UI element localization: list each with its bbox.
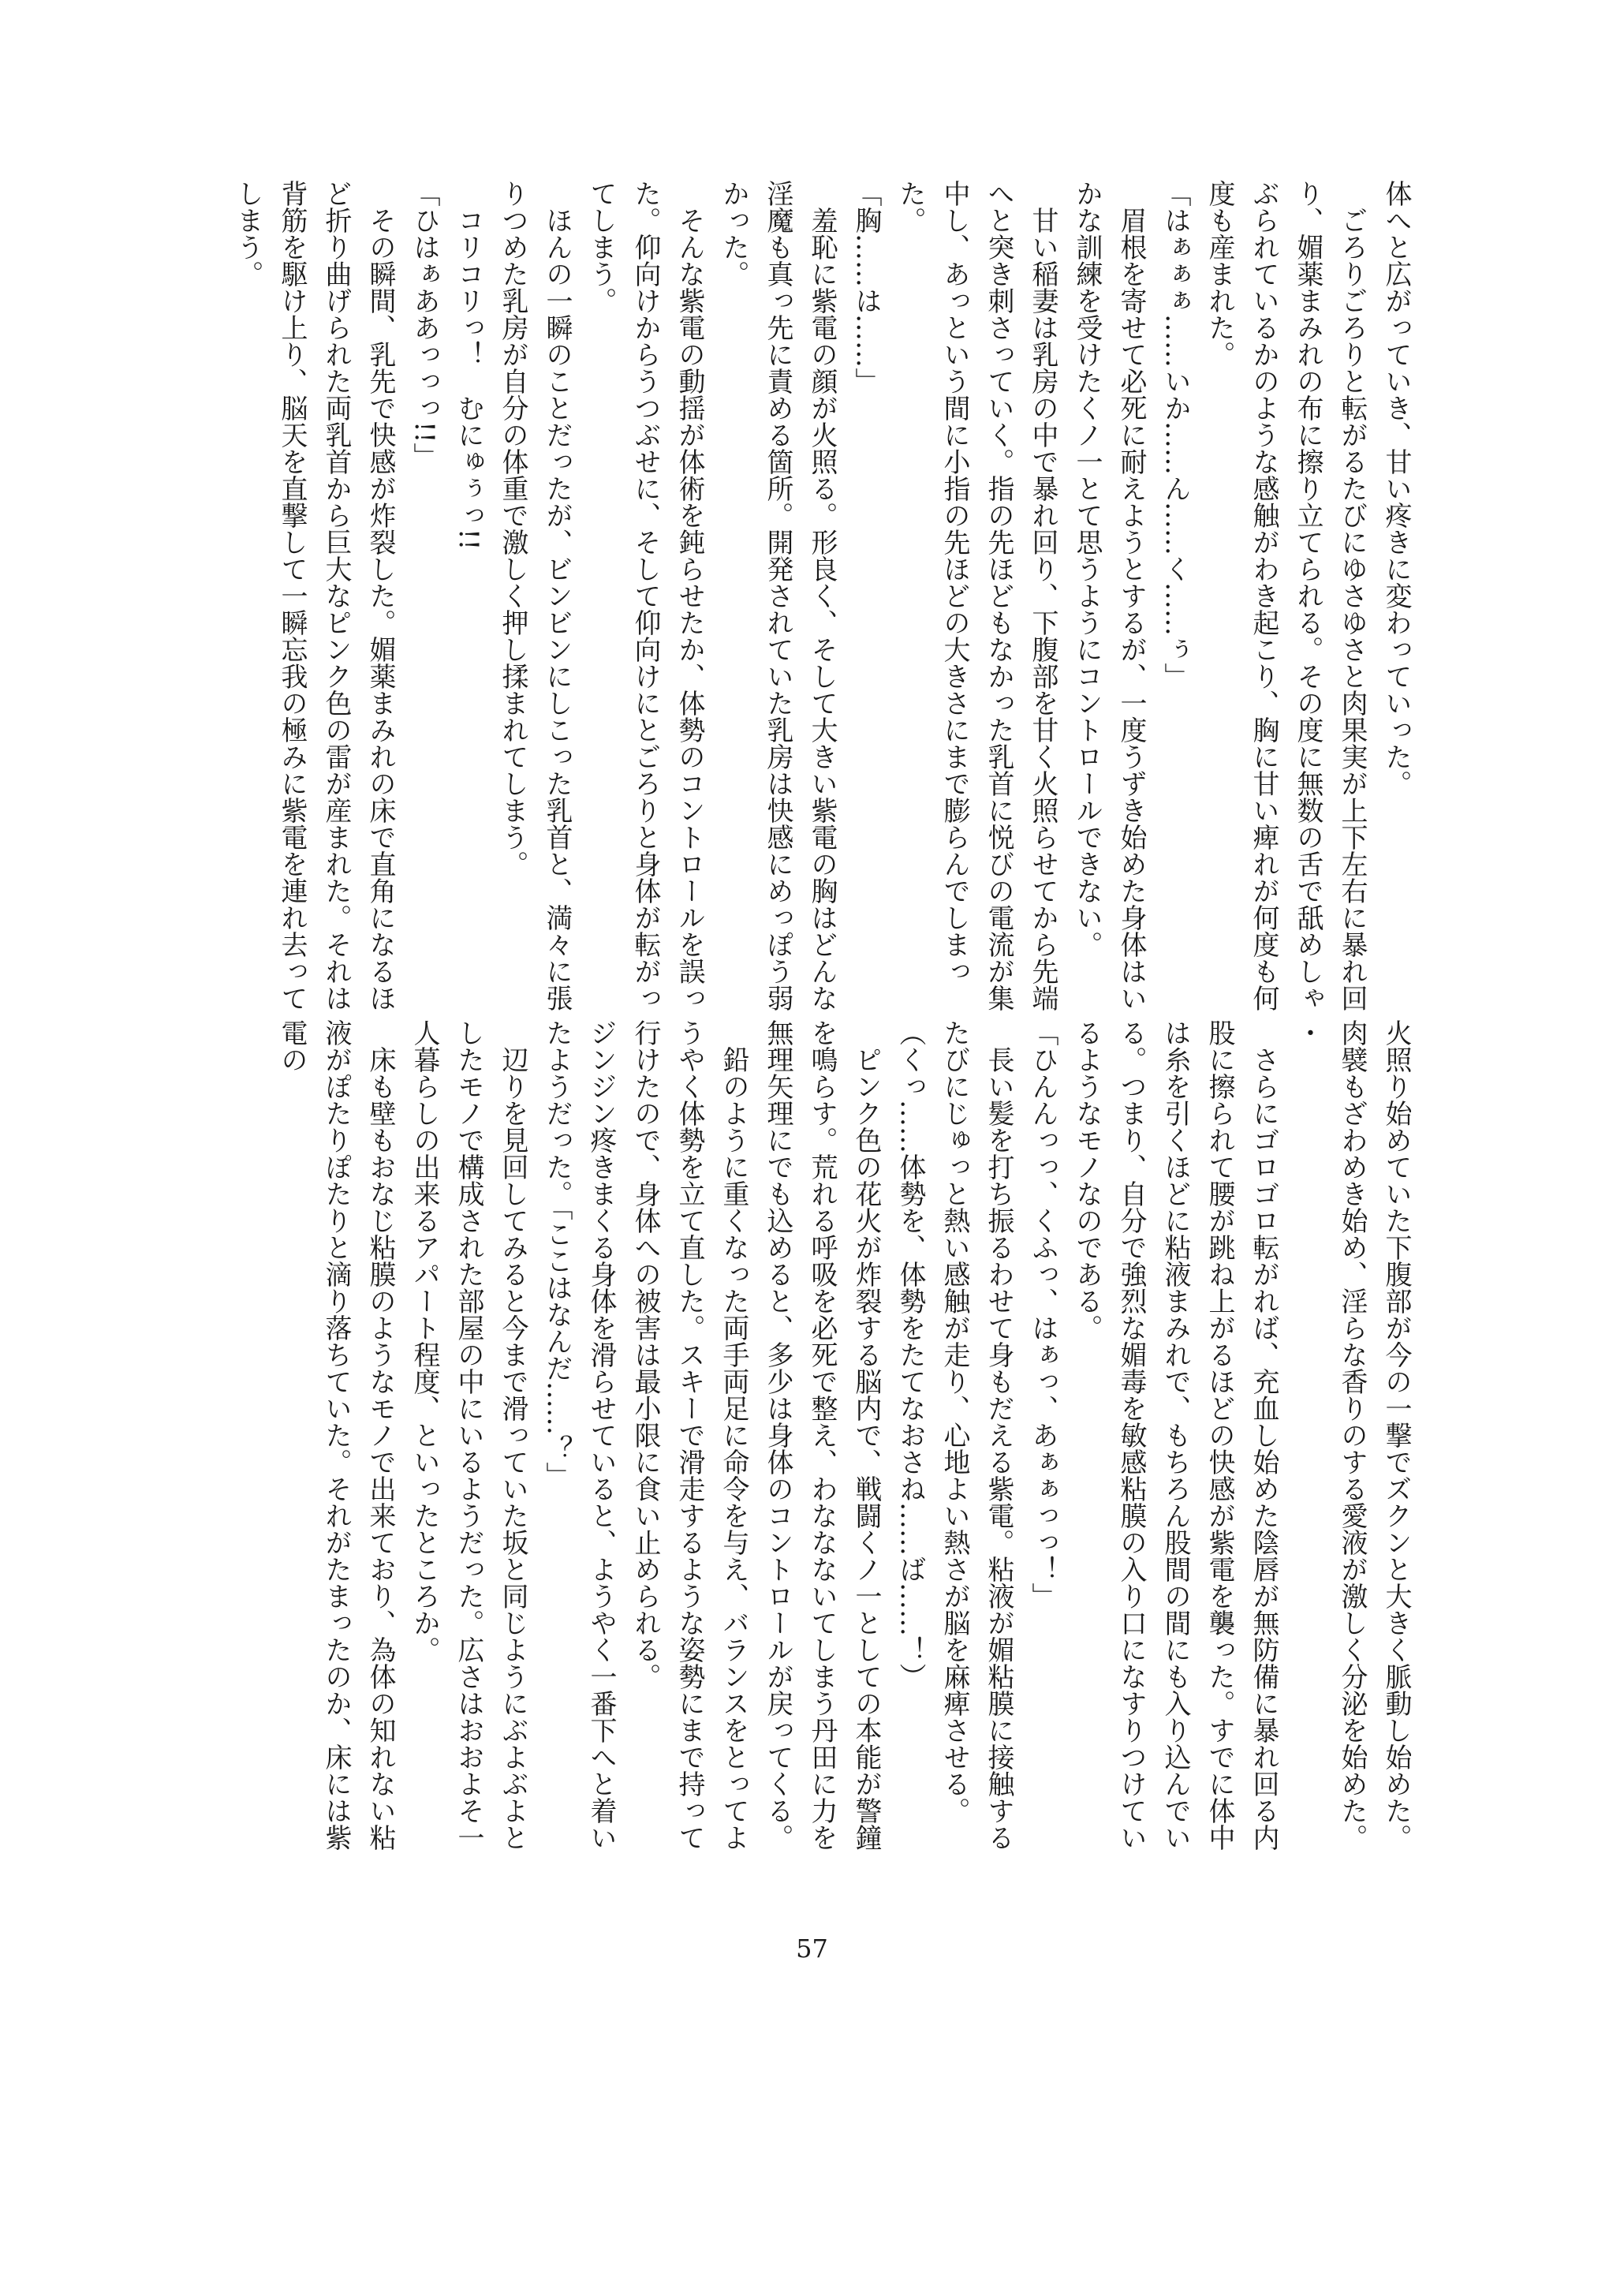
bottom-paragraph: 鉛のように重くなった両手両足に命令を与え、バランスをとってようやく体勢を立て直した。スキーで滑走するような姿勢にまで持って行けたので、身体への被害は最小限に食い止められる。 — [629, 1019, 749, 1851]
bottom-paragraph: さらにゴロゴロ転がれば、充血し始めた陰唇が無防備に暴れ回る内股に擦られて腰が跳ね上がるほどの快感が紫電を襲った。すでに体中は糸を引くほどに粘液まみれで、もちろん股間の間にも入り込んでいる。つまり、自分で強烈な媚毒を敏感粘膜の入り口になすりつけているようなモノなのである。 — [1071, 1019, 1279, 1851]
bottom-paragraph: ピンク色の花火が炸裂する脳内で、戦闘くノ一としての本能が警鐘を鳴らす。荒れる呼吸を必死で整え、わななないてしまう丹田に力を無理矢理にでも込めると、多少は身体のコントロールが戻ってくる。 — [762, 1019, 882, 1851]
bottom-paragraph: 床も壁もおなじ粘膜のようなモノで出来ており、為体の知れない粘液がぽたりぽたりと滴り落ちていた。それがたまったのか、床には紫電の — [276, 1019, 396, 1851]
bottom-paragraph: ジンジン疼きまくる身体を滑らせていると、ようやく一番下へと着いたようだった。「ここはなんだ……？」 — [541, 1019, 617, 1851]
top-paragraph: 「胸……は……」 — [850, 180, 882, 394]
bottom-paragraph: 長い髪を打ち振るわせて身もだえる紫電。粘液が媚粘膜に接触するたびにじゅっと熱い感触が走り、心地よい熱さが脳を麻痺させる。 — [939, 1019, 1014, 1851]
top-paragraph: 「はぁぁぁ……いか……ん……く……ぅ」 — [1159, 180, 1191, 689]
top-paragraph: 「ひはぁああっっっ!!」 — [409, 180, 440, 470]
top-paragraph: そんな紫電の動揺が体術を鈍らせたか、体勢のコントロールを誤った。仰向けからうつぶせに、そして仰向けにとごろりと身体が転がってしまう。 — [585, 180, 705, 1011]
bottom-paragraph: 火照り始めていた下腹部が今の一撃でズクンと大きく脈動し始めた。肉襞もざわめき始め、淫らな香りのする愛液が激しく分泌を始めた。 — [1336, 1019, 1412, 1851]
top-paragraph: その瞬間、乳先で快感が炸裂した。媚薬まみれの床で直角になるほど折り曲げられた両乳首から巨大なピンク色の雷が産まれた。それは背筋を駆け上り、脳天を直撃して一瞬忘我の極みに紫電を連れ去ってしまう。 — [232, 180, 396, 1011]
page-number: 57 — [796, 1934, 828, 1964]
text-block-bottom — [207, 1019, 1418, 1870]
top-paragraph: コリコリっ！ むにゅぅっ!! — [453, 207, 484, 551]
top-paragraph: ほんの一瞬のことだったが、ビンビンにしこった乳首と、満々に張りつめた乳房が自分の体重で激しく押し揉まれてしまう。 — [497, 180, 573, 1011]
top-paragraph: 体へと広がっていき、甘い疼きに変わっていった。 — [1380, 180, 1412, 797]
bottom-paragraph: （くっ……体勢を、体勢をたてなおさね……ば……！） — [894, 1019, 926, 1690]
top-paragraph: 甘い稲妻は乳房の中で暴れ回り、下腹部を甘く火照らせてから先端へと突き刺さっていく。指の先ほどもなかった乳首に悦びの電流が集中し、あっという間に小指の先ほどの大きさにまで膨らんでしまった。 — [894, 180, 1058, 1011]
text-block-top — [207, 180, 1418, 1015]
bottom-paragraph: 辺りを見回してみると今まで滑っていた坂と同じようにぶよぶよとしたモノで構成された部屋の中にいるようだった。広さはおおよそ一人暮らしの出来るアパート程度、といったところか。 — [409, 1019, 528, 1851]
top-paragraph: 眉根を寄せて必死に耐えようとするが、一度うずき始めた身体はいかな訓練を受けたくノ一とて思うようにコントロールできない。 — [1071, 180, 1147, 1011]
top-paragraph: ごろりごろりと転がるたびにゆさゆさと肉果実が上下左右に暴れ回り、媚薬まみれの布に擦り立てられる。その度に無数の舌で舐めしゃぶられているかのような感触がわき起こり、胸に甘い痺れが何度も何度も産まれた。 — [1204, 180, 1368, 1011]
bottom-paragraph: ・ — [1292, 1019, 1323, 1046]
top-paragraph: 羞恥に紫電の顔が火照る。形良く、そして大きい紫電の胸はどんな淫魔も真っ先に責める箇所。開発されていた乳房は快感にめっぽう弱かった。 — [718, 180, 838, 1011]
bottom-paragraph: 「ひんんっっ、くふっ、はぁっ、あぁぁっっ！」 — [1027, 1019, 1058, 1609]
